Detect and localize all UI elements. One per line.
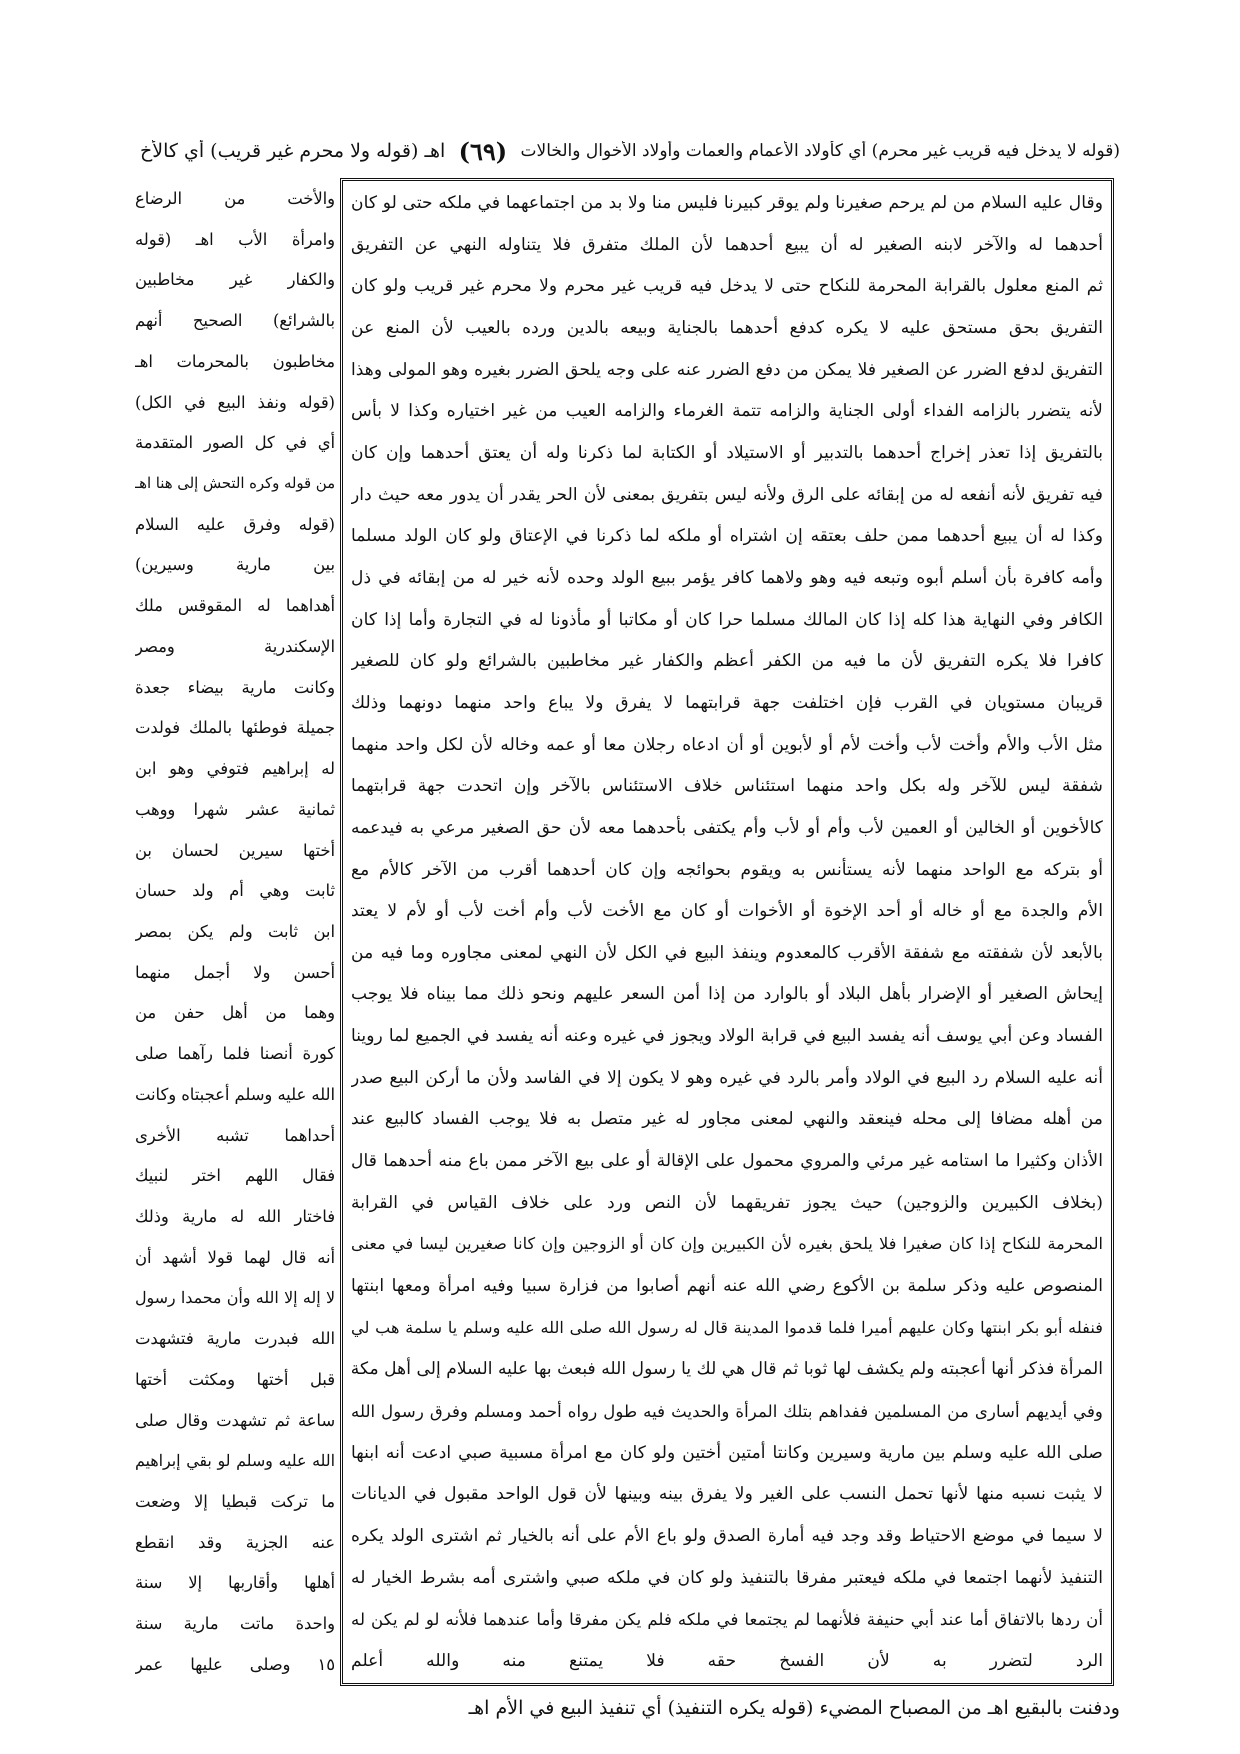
- margin-text-line: واحدة ماتت مارية سنة: [135, 1614, 335, 1634]
- main-text-line: إيحاش الصغير أو الإضرار بأهل البلاد أو بالوارد من إذا أمن السعر عليهم ونحو ذلك مما بيناه فلا يوجب: [351, 984, 1103, 1005]
- margin-text-line: أي في كل الصور المتقدمة: [135, 433, 335, 453]
- margin-text-line: أختها سيرين لحسان بن: [135, 840, 335, 860]
- margin-text-line: فقال اللهم اختر لنبيك: [135, 1166, 335, 1186]
- margin-text-line: ابن ثابت ولم يكن بمصر: [135, 921, 335, 941]
- main-text-line: كافرا فلا يكره التفريق لأن ما فيه من الكفر أعظم والكفار غير مخاطبين بالشرائع ولو كان للصغير: [351, 651, 1103, 672]
- main-text-line: كالأخوين أو الخالين أو العمين لأب وأم أو لأب وأم يكتفى بأحدهما معه لأن حق الصغير مرعي به فيدعمه: [351, 817, 1103, 838]
- margin-text-line: ثمانية عشر شهرا ووهب: [135, 799, 335, 819]
- main-text-line: الكافر وفي النهاية هذا كله إذا كان المالك مسلما حرا كان أو مكاتبا أو مأذونا له في التجارة وأما إذا كان: [351, 609, 1103, 630]
- main-text-line: أحدهما له والآخر لابنه الصغير له أن يبيع أحدهما لأن الملك متفرق فلا يتناوله النهي عن التفريق: [351, 234, 1103, 255]
- main-text-line: وقال عليه السلام من لم يرحم صغيرنا ولم يوقر كبيرنا فليس منا ولا بد من اجتماعهما في ملكه حتى لو كان: [351, 193, 1103, 213]
- main-text-line: لأنه يتضرر بالزامه الفداء أولى الجناية والزامه تتمة الغرماء والزامه العيب من غير اختياره وكذا لا بأس: [351, 401, 1103, 422]
- main-text-line: ثم المنع معلول بالقرابة المحرمة للنكاح حتى لا يدخل فيه قريب غير محرم ولا محرم غير قريب ولو كان: [351, 276, 1103, 297]
- margin-text-line: بالشرائع) الصحيح أنهم: [135, 311, 335, 331]
- margin-text-line: عنه الجزية وقد انقطع: [135, 1532, 335, 1552]
- margin-text-line: والأخت من الرضاع: [135, 189, 335, 208]
- margin-text-line: فاختار الله له مارية وذلك: [135, 1206, 335, 1226]
- margin-text-line: بين مارية وسيرين): [135, 555, 335, 575]
- margin-text-line: أهلها وأقاربها إلا سنة: [135, 1573, 335, 1593]
- margin-text-line: لا إله إلا الله وأن محمدا رسول: [135, 1288, 335, 1308]
- main-text-line: أن ردها بالاتفاق أما عند أبي حنيفة فلأنهما لم يجتمعا في ملكه فلم يكن مفرقا وأما عندهما فلأنه لو لم يكن له: [351, 1609, 1103, 1630]
- margin-text-line: أحسن ولا أجمل منهما: [135, 962, 335, 982]
- main-text-line: (بخلاف الكبيرين والزوجين) حيث يجوز تفريقهما لأن النص ورد على خلاف القياس في القرابة: [351, 1192, 1103, 1213]
- main-text-line: المرأة فذكر أنها أعجبته ولم يكشف لها ثوبا ثم قال هي لك يا رسول الله فبعث بها عليه السلام إلى أهل مكة: [351, 1359, 1103, 1380]
- main-text-line: شفقة ليس للآخر وله بكل واحد منهما استئناس خلاف الاستئناس بالآخر وإن اتحدت جهة قرابتهما: [351, 776, 1103, 797]
- page-number: (٦٩): [458, 136, 508, 166]
- main-text-line: قريبان مستويان في القرب فإن اختلفت جهة قرابتهما لا يفرق ولا يباع واحد منهما دونهما وذلك: [351, 692, 1103, 713]
- margin-text-line: والكفار غير مخاطبين: [135, 270, 335, 290]
- margin-text-line: الله فبدرت مارية فتشهدت: [135, 1329, 335, 1349]
- margin-text-line: له إبراهيم فتوفي وهو ابن: [135, 759, 335, 779]
- margin-text-line: أنه قال لهما قولا أشهد أن: [135, 1247, 335, 1267]
- margin-text-line: وامرأة الأب اهـ (قوله: [135, 229, 335, 249]
- margin-text-line: الله عليه وسلم أعجبتاه وكانت: [135, 1084, 335, 1104]
- main-text-line: الرد لتضرر به لأن الفسخ حقه فلا يمتنع منه والله أعلم: [351, 1650, 1103, 1671]
- running-header: [140, 128, 1120, 174]
- margin-text-line: ساعة ثم تشهدت وقال صلى: [135, 1410, 335, 1430]
- main-text-line: بالأبعد لأن شفقته مع شفقة الأقرب كالمعدوم وينفذ البيع في الكل لأن النهي لمعنى مجاوره وما فيه من: [351, 942, 1103, 963]
- main-text-line: التفريق لدفع الضرر عن الصغير فلا يمكن من دفع الضرر عنه على وجه يلحق الضرر بغيره وهو المولى وهذا: [351, 359, 1103, 380]
- margin-text-line: وكانت مارية بيضاء جعدة: [135, 677, 335, 697]
- margin-commentary: [135, 182, 335, 1682]
- margin-text-line: أهداهما له المقوقس ملك: [135, 596, 335, 616]
- margin-text-line: أحداهما تشبه الأخرى: [135, 1125, 335, 1145]
- margin-text-line: (قوله ونفذ البيع في الكل): [135, 392, 335, 412]
- main-text-line: فنفله أبو بكر ابنتها وكان عليهم أميرا فلما قدموا المدينة قال له رسول الله صلى الله عليه وسلم يا سلمة هب لي: [351, 1317, 1103, 1337]
- margin-text-line: (قوله وفرق عليه السلام: [135, 514, 335, 534]
- margin-text-line: قبل أختها ومكثت أختها: [135, 1369, 335, 1389]
- margin-text-line: الله عليه وسلم لو بقي إبراهيم: [135, 1451, 335, 1471]
- main-text-line: التفريق بحق مستحق عليه لا يكره كدفع أحدهما بالجناية وبيعه بالدين ورده بالعيب لأن المنع عن: [351, 317, 1103, 338]
- header-left-text: اهـ (قوله ولا محرم غير قريب) أي كالأخ: [140, 140, 446, 162]
- main-text-line: لا يثبت نسبه منها لأنها تحمل النسب على الغير ولا يفرق بينه وبينها لأن قول الواحد مقبول في الديانات: [351, 1484, 1103, 1505]
- main-text-line: الأذان وكثيرا ما استامه غير مرئي والمروي محمول على الإقالة أو على بيع الآخر ممن باع منه أحدهما قال: [351, 1151, 1103, 1172]
- main-text-line: مثل الأب والأم وأخت لأب وأخت لأم أو لأبوين أو أن ادعاه رجلان معا أو عمه وخاله لأن لكل واحد منهما: [351, 734, 1103, 755]
- margin-text-line: كورة أنصنا فلما رآهما صلى: [135, 1044, 335, 1064]
- margin-text-line: ثابت وهي أم ولد حسان: [135, 881, 335, 901]
- main-text-line: وكذا له أن يبيع أحدهما ممن حلف بعتقه إن اشتراه أو ملكه لما ذكرنا في الإعتاق ولو كان الولد مسلما: [351, 526, 1103, 547]
- main-text-line: المنصوص عليه وذكر سلمة بن الأكوع رضي الله عنه أنهم أصابوا من فزارة سبيا وفيه امرأة ومعها ابنتها: [351, 1276, 1103, 1297]
- header-right-text: (قوله لا يدخل فيه قريب غير محرم) أي كأولاد الأعمام والعمات وأولاد الأخوال والخالات: [520, 141, 1120, 161]
- main-text-line: وفي أيديهم أسارى من المسلمين ففداهم بتلك المرأة والحديث فيه طول رواه أحمد ومسلم وفرق رسول الله: [351, 1401, 1103, 1422]
- margin-text-line: مخاطبون بالمحرمات اهـ: [135, 351, 335, 371]
- main-text-line: أنه عليه السلام رد البيع في الولاد وأمر بالرد في غيره وهو لا يكون إلا في الفاسد ولأن ما أركن البيع صدر: [351, 1067, 1103, 1088]
- main-text-line: فيه تفريق لأنه أنفعه له من إبقائه على الرق ولأنه ليس بتفريق بمعنى لأن الحر يقدر أن يدور معه حيث دار: [351, 484, 1103, 505]
- margin-text-line: الإسكندرية ومصر: [135, 636, 335, 656]
- margin-text-line: ١٥ وصلى عليها عمر: [135, 1654, 335, 1674]
- margin-text-line: وهما من أهل حفن من: [135, 1003, 335, 1023]
- footer-commentary: ودفنت بالبقيع اهـ من المصباح المضيء (قوله يكره التنفيذ) أي تنفيذ البيع في الأم اهـ: [468, 1697, 1120, 1719]
- margin-text-line: جميلة فوطئها بالملك فولدت: [135, 718, 335, 738]
- main-text-frame: [340, 178, 1114, 1686]
- main-text-line: صلى الله عليه وسلم بين مارية وسيرين وكانتا أمتين أختين ولو كان مع امرأة مسبية صبي ادعت أنه ابنها: [351, 1442, 1103, 1463]
- margin-text-line: من قوله وكره التحش إلى هنا اهـ: [135, 475, 335, 493]
- main-text-line: من أهله مضافا إلى محله فينعقد والنهي لمعنى مجاور له غير متصل به فلا يوجب الفساد كالبيع عند: [351, 1109, 1103, 1130]
- margin-text-line: ما تركت قبطيا إلا وضعت: [135, 1492, 335, 1511]
- main-text-body: [351, 187, 1103, 1677]
- main-text-line: أو بتركه مع الواحد منهما لأنه يستأنس به ويقوم بحوائجه وإن كان أحدهما أقرب من الآخر كالأم مع: [351, 859, 1103, 880]
- main-text-line: وأمه كافرة بأن أسلم أبوه وتبعه فيه وهو ولاهما كافر يؤمر ببيع الولد وحده لأنه خير له من إبقائه في ذل: [351, 567, 1103, 588]
- main-text-line: التنفيذ لأنهما اجتمعا في ملكه فيعتبر مفرقا بالتنفيذ ولو كان في ملكه صبي واشترى أمه بشرط الخيار له: [351, 1567, 1103, 1588]
- main-text-line: الأم والجدة مع أو خاله أو أحد الإخوة أو الأخوات أو كان مع الأخت لأب وأم أخت لأب أو لأم لا يعتد: [351, 901, 1103, 922]
- main-text-line: المحرمة للنكاح إذا كان صغيرا فلا يلحق بغيره لأن الكبيرين وإن كان أو الزوجين وإن كانا صغيرين ليسا في معنى: [351, 1234, 1103, 1254]
- main-text-line: الفساد وعن أبي يوسف أنه يفسد البيع في قرابة الولاد ويجوز في غيره وعنه أنه يفسد في الجميع لما روينا: [351, 1026, 1103, 1047]
- main-text-line: لا سيما في موضع الاحتياط وقد وجد فيه أمارة الصدق ولو باع الأم على أنه بالخيار ثم اشترى الولد يكره: [351, 1526, 1103, 1546]
- main-text-line: بالتفريق إذا تعذر إخراج أحدهما بالتدبير أو الاستيلاد أو الكتابة لما ذكرنا وله أن يعتق أحدهما وإن كان: [351, 442, 1103, 463]
